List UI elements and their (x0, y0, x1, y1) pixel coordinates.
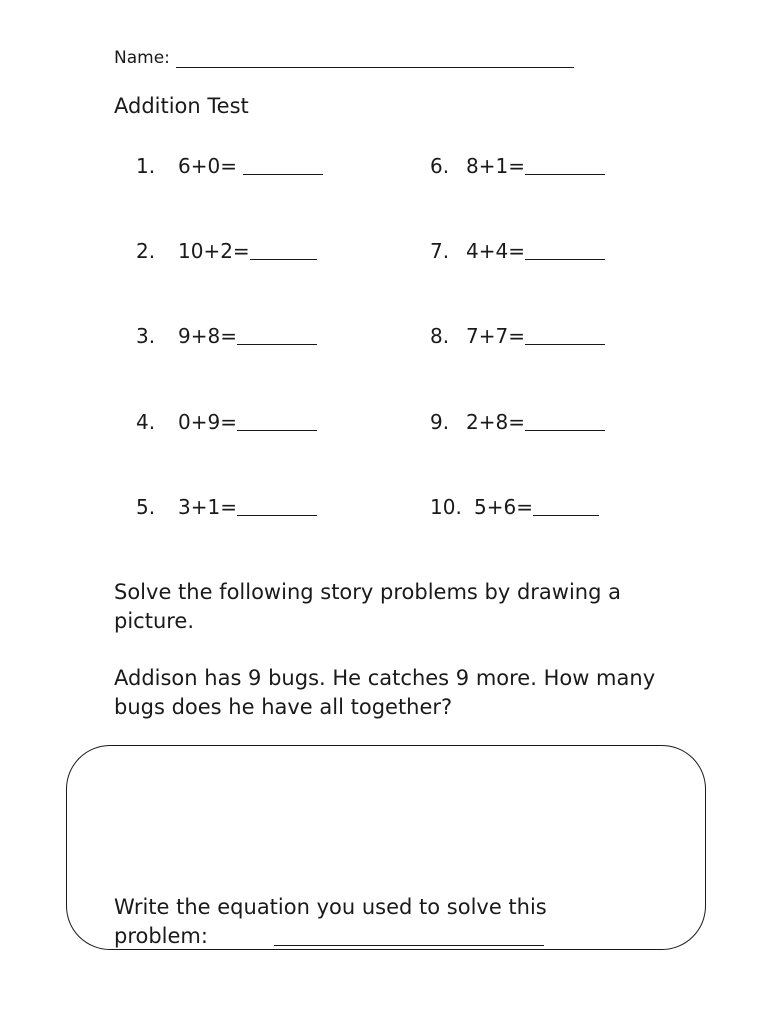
problem-5 (136, 495, 317, 519)
problem-number: 8. (430, 324, 450, 348)
problem-4 (136, 410, 317, 434)
problem-number: 2. (136, 239, 156, 263)
answer-blank[interactable] (533, 497, 599, 516)
equation-prompt (114, 893, 674, 951)
problem-expression: 5+6= (474, 495, 533, 519)
answer-blank[interactable] (243, 156, 323, 175)
answer-blank[interactable] (237, 497, 317, 516)
problem-9 (430, 410, 605, 434)
problem-expression: 7+7= (466, 324, 525, 348)
problem-number: 6. (430, 154, 450, 178)
problem-3 (136, 324, 317, 348)
answer-blank[interactable] (237, 412, 317, 431)
equation-answer-blank[interactable] (274, 925, 544, 946)
problem-number: 3. (136, 324, 156, 348)
problem-number: 4. (136, 410, 156, 434)
equation-prompt-line-2: problem: (114, 924, 208, 948)
page-title: Addition Test (114, 94, 249, 118)
problem-7 (430, 239, 605, 263)
answer-blank[interactable] (525, 326, 605, 345)
story-problem: Addison has 9 bugs. He catches 9 more. How many bugs does he have all together? (114, 666, 656, 719)
problem-8 (430, 324, 605, 348)
problem-10 (430, 495, 599, 519)
name-field (114, 48, 574, 68)
equation-prompt-line-1: Write the equation you used to solve this (114, 895, 547, 919)
problem-number: 9. (430, 410, 450, 434)
problem-expression: 8+1= (466, 154, 525, 178)
problem-number: 10. (430, 495, 462, 519)
problem-number: 1. (136, 154, 156, 178)
problem-expression: 9+8= (178, 324, 237, 348)
problem-6 (430, 154, 605, 178)
answer-blank[interactable] (237, 326, 317, 345)
problem-2 (136, 239, 317, 263)
problem-1 (136, 154, 323, 178)
name-label: Name: (114, 48, 170, 68)
problem-expression: 2+8= (466, 410, 525, 434)
name-blank-line[interactable] (176, 49, 574, 68)
answer-blank[interactable] (525, 241, 605, 260)
problem-number: 5. (136, 495, 156, 519)
answer-blank[interactable] (525, 156, 605, 175)
answer-blank[interactable] (525, 412, 605, 431)
problem-expression: 6+0= (178, 154, 244, 178)
problem-expression: 4+4= (466, 239, 525, 263)
answer-blank[interactable] (250, 241, 317, 260)
problem-expression: 10+2= (178, 239, 250, 263)
problem-expression: 3+1= (178, 495, 237, 519)
story-instructions: Solve the following story problems by drawing a picture. (114, 580, 621, 633)
problem-expression: 0+9= (178, 410, 237, 434)
problem-number: 7. (430, 239, 450, 263)
